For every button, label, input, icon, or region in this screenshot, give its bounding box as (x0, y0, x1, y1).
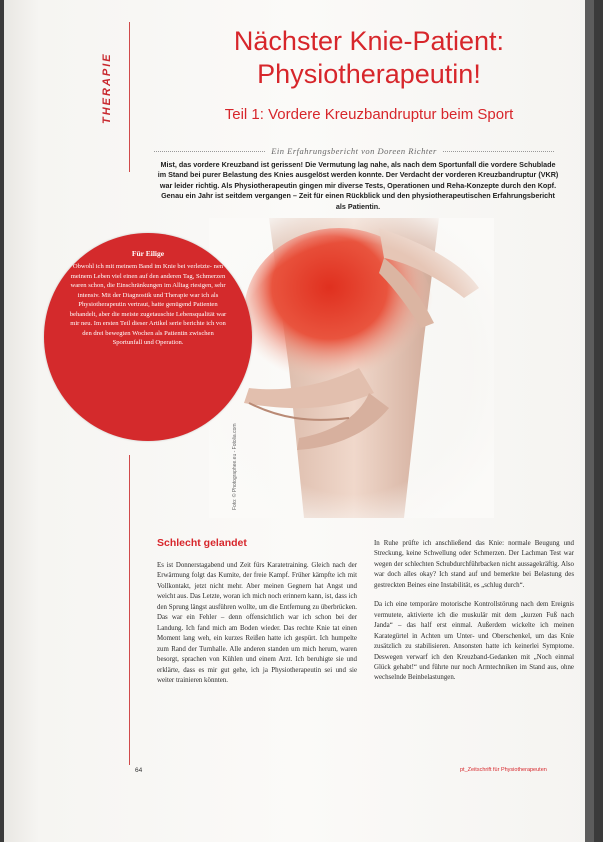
section-rule-bottom (129, 455, 130, 765)
footer-publication: pt_Zeitschrift für Physiotherapeuten (460, 767, 547, 773)
article-title (134, 25, 594, 91)
article-subtitle: Teil 1: Vordere Kreuzbandruptur beim Sport (224, 106, 514, 123)
section-label: THERAPIE (101, 52, 113, 124)
title-line-1: Nächster Knie-Patient: (233, 26, 505, 56)
title-line-2: Physiotherapeutin! (257, 59, 481, 89)
summary-circle (44, 233, 252, 441)
page-edge (585, 0, 594, 842)
body-column-right (374, 539, 574, 693)
paragraph: Es ist Donnerstagabend und Zeit fürs Karatetraining. Gleich nach der Erwärmung folgt das Kumite, der freie Kampf. Früher kämpfte ich mit Vollkontakt, jetzt nicht mehr. Aber meinen Gegnern hat Angst und weicht aus. Das Letzte, woran ich mich noch erinnern kann, ist, dass ich den Sprung längst ausführen wollte, um die Entfernung zu überbrücken. Das war ein Fehler – denn offensichtlich war ich schon bei der Landung. Ich fand mich am Boden wieder. Das rechte Knie tat einen Moment lang weh, ein kurzes Reißen hatte ich gespürt. Ich humpelte zum Rand der Turnhalle. Alle anderen standen um mich herum, waren besorgt, sprachen von Kühlen und einem Arzt. Ich beruhigte sie und erklärte, dass es mir gut gehe, ich ja Physiotherapeutin sei und sie weiter trainieren könnten. (157, 562, 357, 684)
section-heading: Schlecht gelandet (157, 537, 247, 549)
summary-text: Obwohl ich mit meinem Band im Knie bei verletzte- nen meinem Leben viel einen auf den anderen Tag, Schmerzen waren schon, die Einschränkungen im Alltag riesigen, sehr intensiv. Mit der Diagnostik und Therapie war ich als Physiotherapeutin vertraut, hatte genügend Patienten behandelt, aber die meiste zugetauschte Lebensqualität war mir neu. Im ersten Teil dieser Artikel serie berichte ich von den drei bewegten Wochen als Patientin zwischen Sportunfall und Operation. (69, 263, 227, 346)
summary-title: Für Eilige (131, 249, 165, 258)
page-number: 64 (135, 767, 143, 774)
intro-text: Mist, das vordere Kreuzband ist gerissen! Die Vermutung lag nahe, als nach dem Sportunfall die vordere Schublade im Stand bei purer Belastung des Knies ausgelöst werden konnte. Der Verdacht der vorderen Kreuzbandruptur (VKR) war leider richtig. Als Physiotherapeutin gingen mir diverse Tests, Operationen und Reha-Konzepte durch den Kopf. Genau ein Jahr ist seitdem vergangen – Zeit für einen Rückblick und den physiotherapeutischen Erfahrungsbericht als Patientin. (157, 160, 559, 211)
byline: Ein Erfahrungsbericht von Doreen Richter (271, 146, 437, 156)
paragraph: Da ich eine temporäre motorische Kontrollstörung nach dem Ereignis vermutete, aktivierte ich die muskulär mit dem „kurzen Fuß nach Janda“ – das half erst einmal. Außerdem wickelte ich meinen Karategürtel in Achten um Unter- und Oberschenkel, um das Knie zusätzlich zu stabilisieren. Ansonsten hatte ich keinerlei Symptome. Deswegen verwarf ich den Kreuzband-Gedanken mit „Noch einmal Glück gehabt!“ und führte nur noch Armtechniken im Stand aus, ohne wechselnde Beinbelastungen. (374, 601, 574, 682)
body-column-left (157, 561, 357, 695)
dotted-rule-left (154, 151, 265, 152)
knee-photo (209, 218, 494, 518)
photo-credit: Foto: © Photographee.eu - Fotolia.com (232, 423, 238, 510)
paragraph: In Ruhe prüfte ich anschließend das Knie: normale Beugung und Streckung, keine Schwellung oder Schmerzen. Der Lachman Test war wegen der schlechten Schubdurchführbacken nicht aussagekräftig. Also war doch alles okay? Ich stand auf und bemerkte bei Belastung des gestreckten Beines eine Instabilität, es „schlug durch“. (374, 540, 574, 589)
section-rule-top (129, 22, 130, 172)
magazine-page (4, 0, 594, 842)
dotted-rule-right (443, 151, 554, 152)
byline-row (154, 145, 554, 157)
